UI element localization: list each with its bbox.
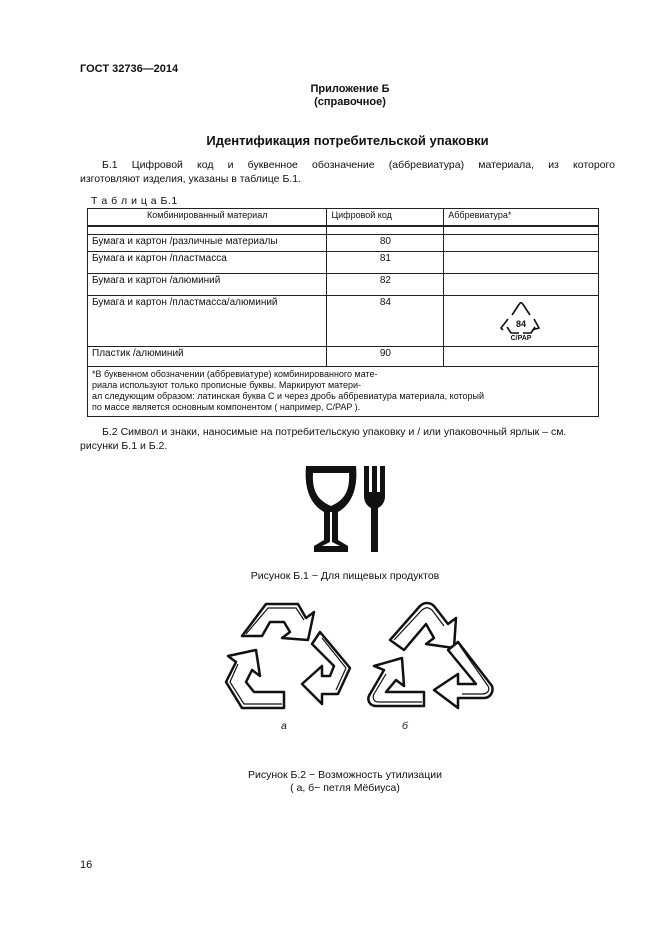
abbr-cell xyxy=(444,274,599,296)
table-row xyxy=(88,235,599,252)
paragraph-b2-line1: Б.2 Символ и знаки, наносимые на потребительскую упаковку и / или упаковочный ярлык – см. xyxy=(102,426,567,438)
abbr-cell xyxy=(444,296,599,347)
standard-number: ГОСТ 32736—2014 xyxy=(80,63,179,75)
symbol-number: 84 xyxy=(516,319,527,329)
figure-label-b: б xyxy=(402,720,408,732)
glass-fork-icon xyxy=(300,462,392,556)
code-cell: 81 xyxy=(327,252,444,274)
table-row xyxy=(88,296,599,347)
figure-b2-caption: Рисунок Б.2 − Возможность утилизации xyxy=(247,769,443,781)
table-note xyxy=(88,367,599,417)
note-line: риала используют только прописные буквы. Маркируют матери- xyxy=(92,380,362,390)
table-caption: Т а б л и ц а Б.1 xyxy=(91,195,178,207)
page-number: 16 xyxy=(80,859,93,871)
symbol-label: C/PAP xyxy=(510,335,532,342)
figure-b2-subcaption: ( а, б− петля Мёбиуса) xyxy=(290,782,400,794)
paragraph-b1-line1: Б.1 Цифровой код и буквенное обозначение (аббревиатура) материала, из которого xyxy=(102,159,615,171)
recycle-arrows-icon xyxy=(222,598,354,714)
code-cell: 82 xyxy=(327,274,444,296)
figure-b1-caption: Рисунок Б.1 − Для пищевых продуктов xyxy=(250,570,440,582)
material-cell: Бумага и картон /пластмасса xyxy=(88,252,327,274)
figure-label-a: а xyxy=(281,720,287,732)
paragraph-b1-line2: изготовляют изделия, указаны в таблице Б.1. xyxy=(80,173,302,185)
section-title: Идентификация потребительской упаковки xyxy=(206,133,489,148)
header-code: Цифровой код xyxy=(327,209,444,227)
paragraph-b2-line2: рисунки Б.1 и Б.2. xyxy=(80,440,168,452)
materials-table xyxy=(87,208,599,417)
paragraph-b1 xyxy=(80,158,615,186)
material-cell: Бумага и картон /различные материалы xyxy=(88,235,327,252)
appendix-title: Приложение Б xyxy=(310,83,390,95)
note-line: *В буквенном обозначении (аббревиатуре) комбинированного мате- xyxy=(92,369,378,379)
code-cell: 84 xyxy=(327,296,444,347)
appendix-subtitle: (справочное) xyxy=(314,96,386,108)
material-cell: Бумага и картон /алюминий xyxy=(88,274,327,296)
note-line: по массе является основным компонентом ( например, C/PAP ). xyxy=(92,402,361,412)
abbr-cell xyxy=(444,235,599,252)
material-cell: Бумага и картон /пластмасса/алюминий xyxy=(88,296,327,347)
abbr-cell xyxy=(444,347,599,367)
table-row xyxy=(88,347,599,367)
material-cell: Пластик /алюминий xyxy=(88,347,327,367)
recycle-code-84-icon xyxy=(499,302,543,342)
abbr-cell xyxy=(444,252,599,274)
table-row xyxy=(88,252,599,274)
table-row xyxy=(88,274,599,296)
paragraph-b2 xyxy=(80,425,615,453)
table-note-row xyxy=(88,367,599,417)
header-abbreviation: Аббревиатура* xyxy=(444,209,599,227)
code-cell: 90 xyxy=(327,347,444,367)
header-material: Комбинированный материал xyxy=(88,209,327,227)
note-line: ал следующим образом: латинская буква С и через дробь аббревиатура материала, который xyxy=(92,391,485,401)
code-cell: 80 xyxy=(327,235,444,252)
mobius-loop-icon xyxy=(364,600,496,716)
